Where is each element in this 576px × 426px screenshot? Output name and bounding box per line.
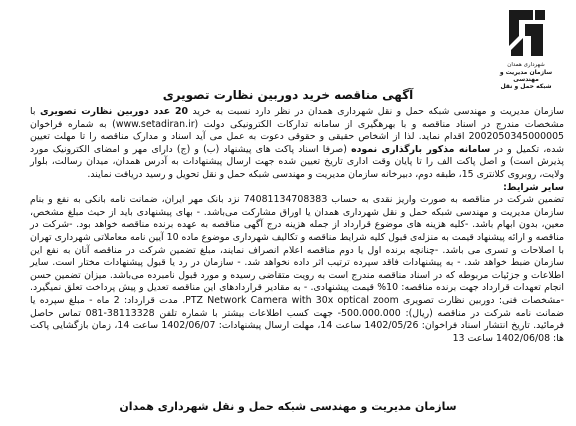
other-conditions-heading: سایر شرایط: [503,181,564,193]
intro-text-3: (صرفا اسناد پاکت های پیشنهاد (ب) و (ج) دارای مهر و امضای الکترونیک مورد پذیرش است) و اصل پاکت الف را تا پایان وقت اداری تاریخ تعیین شده جهت ارسال پیشنهادات به آدرس همدان، میدان رسالت، بلوار ولایت، روبروی کلانتری 15، طبقه دوم، دبیرخانه سازمان مدیریت و مهندسی شبکه حمل و نقل تحویل و رسید دریافت نمایند. [30,143,564,180]
logo-line-network: شبکه حمل و نقل [500,83,552,90]
intro-text-1: سازمان مدیریت و مهندسی شبکه حمل و نقل شهرداری همدان در نظر دارد نسبت به خرید [188,106,564,117]
document-body [30,106,564,345]
intro-paragraph [30,106,564,182]
logo-emblem-icon [503,6,549,60]
intro-bold-item: 20 عدد دوربین نظارت تصویری [39,106,188,117]
page-title: آگهی مناقصه خرید دوربین نظارت تصویری [162,88,414,102]
footer-signature: سازمان مدیریت و مهندسی شبکه حمل و نقل شهرداری همدان [119,400,457,413]
intro-text-2: با مشخصات مندرج در اسناد مناقصه و با بهرهگیری از سامانه تدارکات الکترونیکی دولت (www.setadiran.ir) به شماره فراخوان 2002050345000005 اقدام نماید. لذا از اشخاص حقیقی و حقوقی دعوت به عمل می آید اسناد و مدارک مناقصه را تا مهلت تعیین شده، تکمیل و در [30,106,564,155]
logo-line-organization: سازمان مدیریت و مهندسی [499,69,553,83]
intro-bold-upload: سامانه مذکور بارگذاری نموده [351,143,491,155]
logo-line-municipality: شهرداری همدان [507,62,545,68]
conditions-paragraph: تضمین شرکت در مناقصه به صورت واریز نقدی به حساب 7408113470838З نزد بانک مهر ایران، ضمانت نامه بانکی به نفع و بنام سازمان مدیریت و مهندسی شبکه حمل و نقل شهرداری همدان یا اوراق مشارکت می‌باشد. - بهای پیشنهادی باید از حیث مبلغ مشخص، معین، بدون ابهام باشد. -کلیه هزینه های موضوع قرارداد از جمله هزینه درج آگهی مناقصه به عهده برنده مناقصه خواهد بود. -شرکت در مناقصه و ارائه پیشنهاد قیمت به منزله‌ی قبول کلیه شرایط مناقصه و تکالیف شهرداری موضوع ماده 10 آیین نامه معاملاتی شهرداری تهران با اصلاحات و تسری می باشد. -چنانچه برنده اول یا دوم مناقصه اعلام انصراف نمایند، مبلغ تضمین شرکت در مناقصه آنان به نفع این سازمان ضبط خواهد شد. - به پیشنهادات فاقد سپرده ترتیب اثر داده نخواهد شد. - سازمان در رد یا قبول پیشنهادات مختار است. سایر اطلاعات و جزئیات مربوطه که در اسناد مناقصه مندرج است به رویت متقاضی رسیده و مورد قبول نامبرده می‌باشد. میزان تضمین حسن انجام تعهدات قرارداد جهت برنده مناقصه: 10% قیمت پیشنهادی. - به مقادیر قراردادهای این مناقصه تعدیل و پیش پرداخت تعلق نمیگیرد. -مشخصات فنی: دوربین نظارت تصویری PTZ Network Camera with 30x optical zoom. مدت قرارداد: 2 ماه - مبلغ سپرده یا ضمانت نامه شرکت در مناقصه (ریال): 500.000.000- جهت کسب اطلاعات بیشتر با شماره تلفن 38113328-081 تماس حاصل فرمائید. تاریخ انتشار اسناد فراخوان: 1402/05/26 ساعت 14، مهلت ارسال پیشنهادات: 1402/06/07 ساعت 14، زمان بازگشایی پاکت ها: 1402/06/08 ساعت 13 [30,194,565,344]
organization-logo [486,6,566,96]
